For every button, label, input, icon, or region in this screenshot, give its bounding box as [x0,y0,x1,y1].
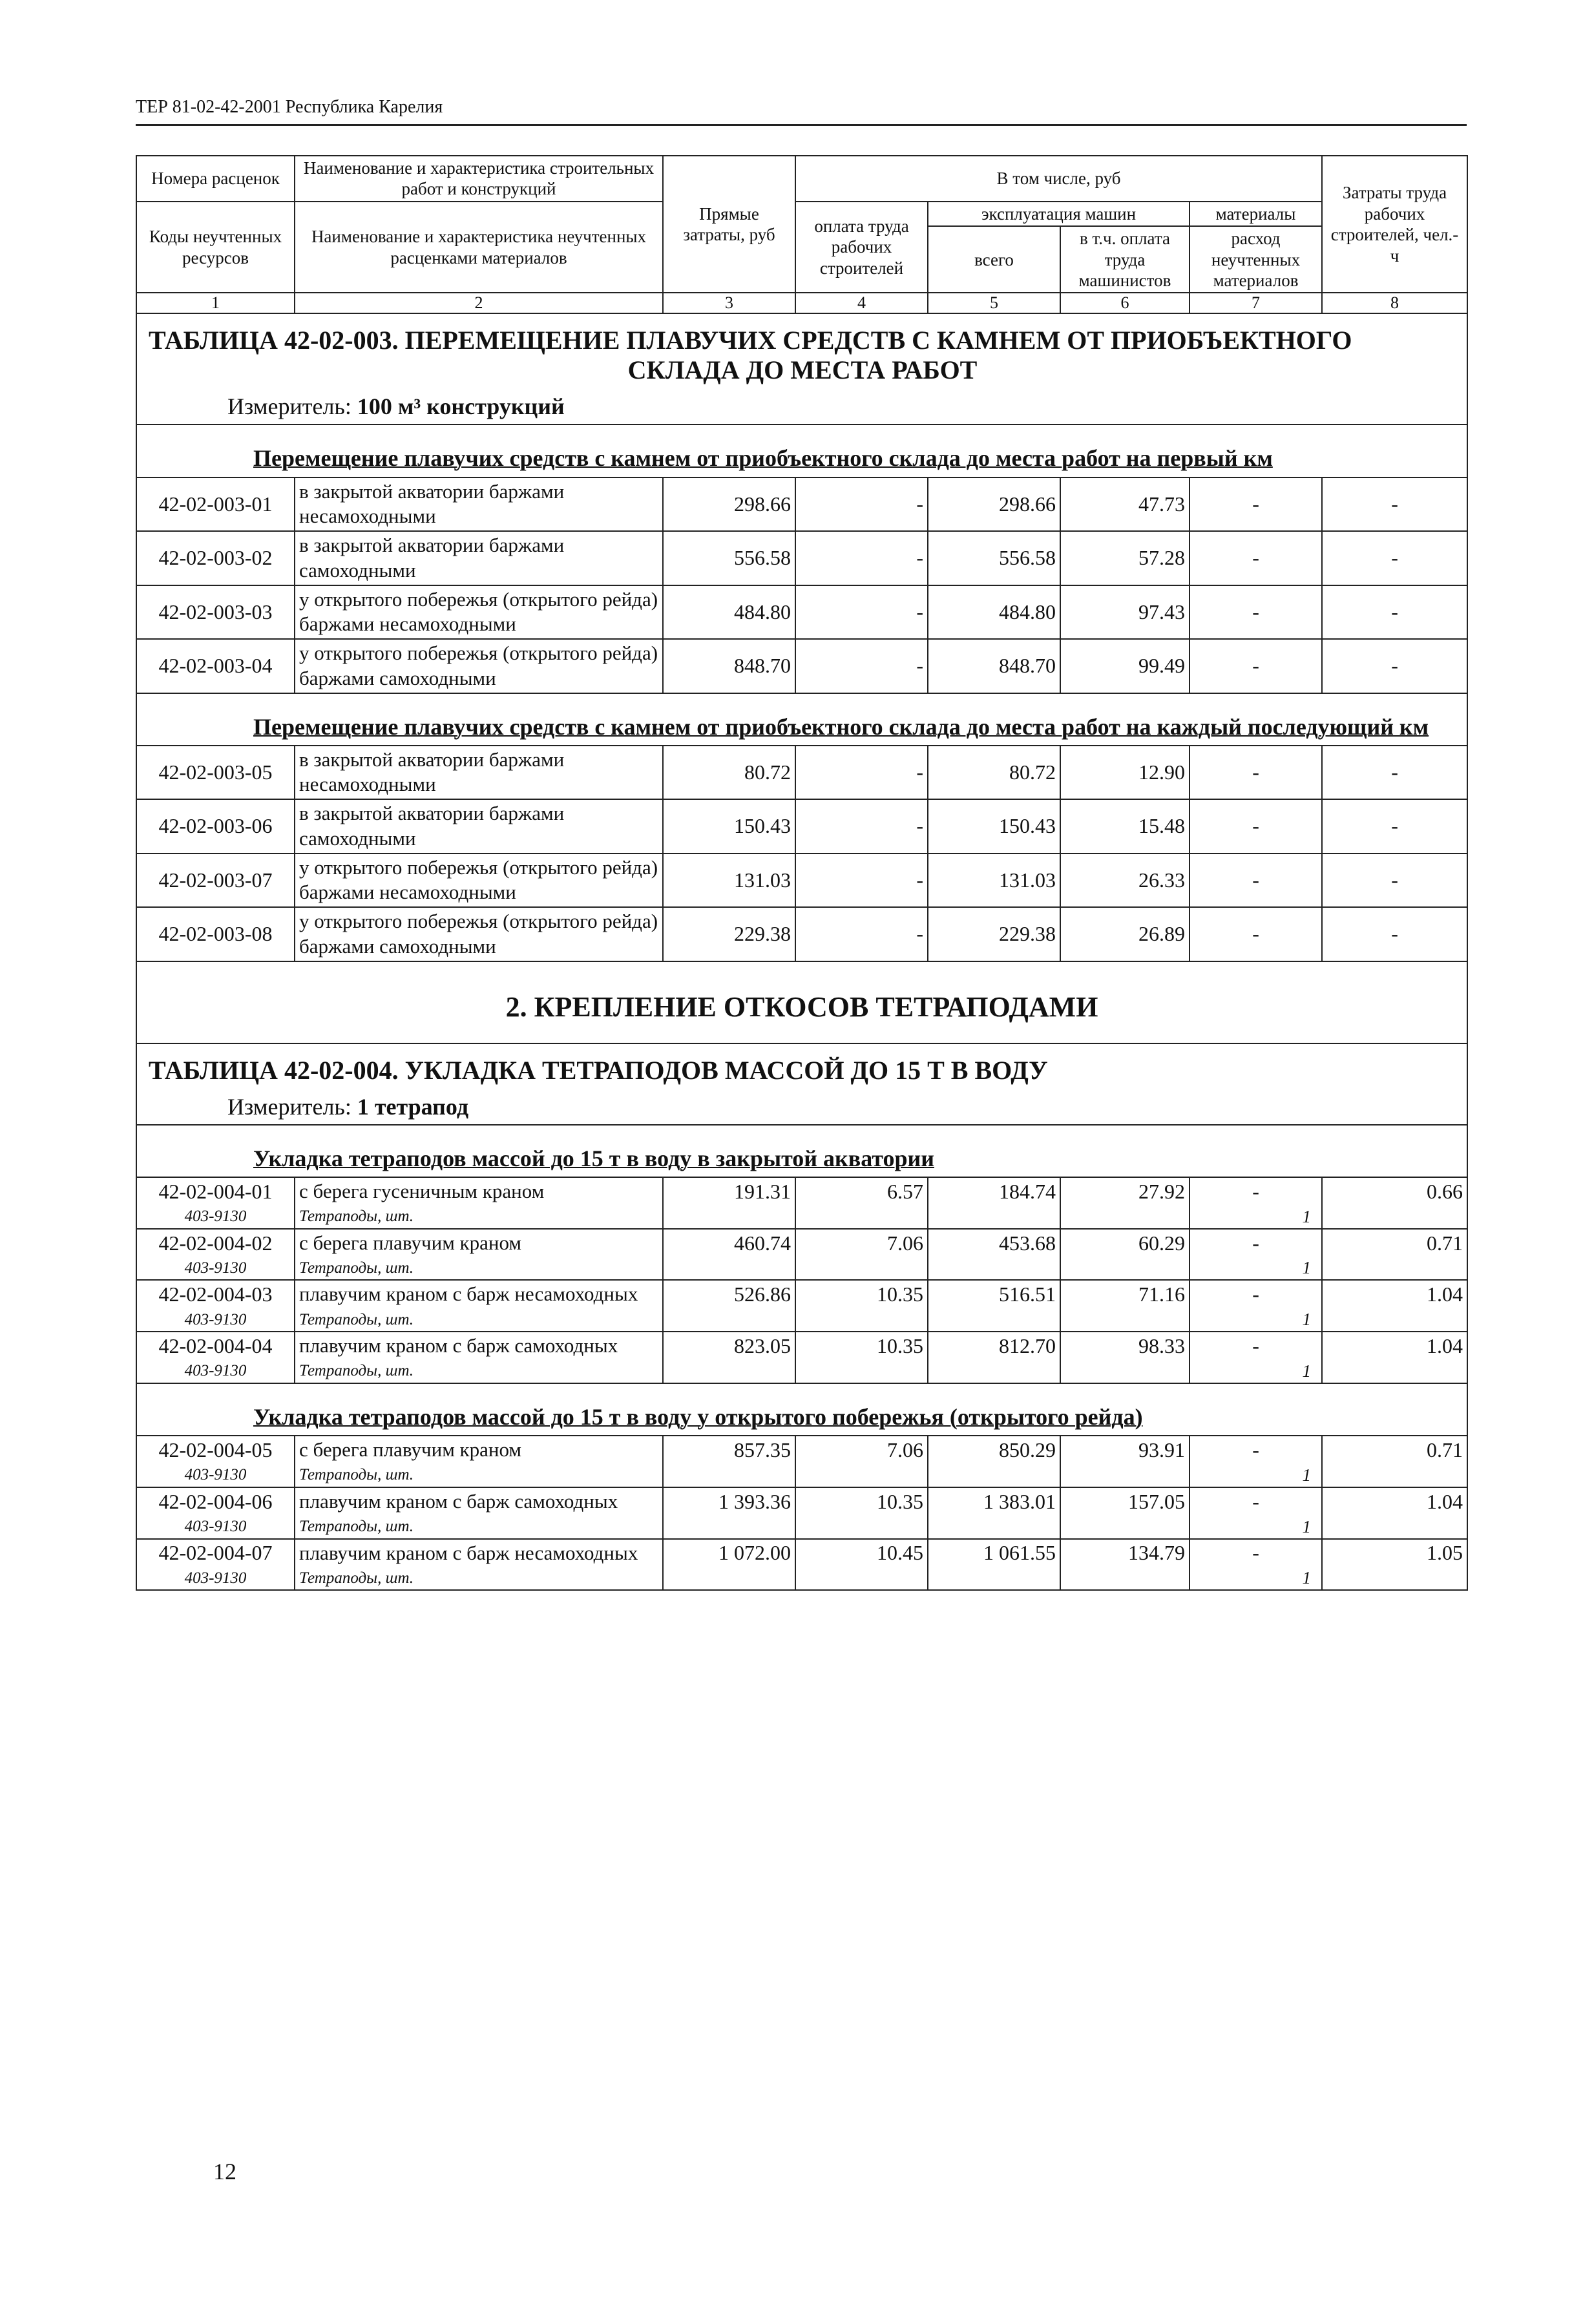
material-name: Тетраподы, шт. [295,1464,663,1487]
value-c7: - [1189,746,1322,800]
material-row [136,1257,1467,1280]
value-c3: 460.74 [663,1229,795,1257]
empty-cell [1322,1257,1467,1280]
value-c7: - [1189,1332,1322,1360]
value-c6: 15.48 [1060,799,1189,853]
value-c8: 0.66 [1322,1177,1467,1206]
material-name: Тетраподы, шт. [295,1257,663,1280]
empty-cell [1060,1206,1189,1229]
value-c4: - [795,907,928,961]
empty-cell [928,1257,1060,1280]
work-name: с берега плавучим краном [295,1436,663,1464]
material-name: Тетраподы, шт. [295,1516,663,1539]
table-row [136,1177,1467,1206]
rate-code: 42-02-003-07 [136,853,295,908]
value-c4: 10.45 [795,1539,928,1567]
resource-code: 403-9130 [136,1206,295,1229]
material-quantity: 1 [1189,1360,1322,1383]
value-c8: - [1322,585,1467,640]
value-c5: 80.72 [928,746,1060,800]
value-c5: 850.29 [928,1436,1060,1464]
value-c4: 7.06 [795,1436,928,1464]
value-c3: 526.86 [663,1280,795,1308]
rate-code: 42-02-003-04 [136,639,295,693]
table-row [136,1539,1467,1567]
value-c6: 26.33 [1060,853,1189,908]
value-c7: - [1189,531,1322,585]
value-c7: - [1189,1177,1322,1206]
resource-code: 403-9130 [136,1257,295,1280]
empty-cell [663,1308,795,1332]
work-name: плавучим краном с барж несамоходных [295,1539,663,1567]
material-quantity: 1 [1189,1206,1322,1229]
empty-cell [1322,1308,1467,1332]
table-title [136,313,1467,389]
measure-label: Измеритель: [227,393,357,420]
header-labor-costs: Затраты труда рабочих строителей, чел.-ч [1322,156,1467,293]
rate-code: 42-02-004-06 [136,1487,295,1516]
material-name: Тетраподы, шт. [295,1567,663,1590]
section-heading: Укладка тетраподов массой до 15 т в воду у открытого побережья (открытого рейда) [136,1383,1467,1436]
value-c4: 10.35 [795,1280,928,1308]
value-c5: 1 383.01 [928,1487,1060,1516]
table-row [136,1332,1467,1360]
empty-cell [1060,1360,1189,1383]
empty-cell [663,1516,795,1539]
value-c6: 98.33 [1060,1332,1189,1360]
work-name: у открытого побережья (открытого рейда) баржами самоходными [295,907,663,961]
empty-cell [795,1360,928,1383]
table-header [136,156,1467,313]
section-heading: Перемещение плавучих средств с камнем от приобъектного склада до места работ на первый км [136,424,1467,477]
column-number: 7 [1189,293,1322,313]
material-quantity: 1 [1189,1308,1322,1332]
value-c7: - [1189,1487,1322,1516]
page-number: 12 [213,2159,236,2184]
value-c4: 7.06 [795,1229,928,1257]
value-c8: - [1322,907,1467,961]
value-c4: 10.35 [795,1487,928,1516]
material-quantity: 1 [1189,1464,1322,1487]
empty-cell [1322,1360,1467,1383]
value-c8: 1.04 [1322,1280,1467,1308]
value-c3: 229.38 [663,907,795,961]
column-number: 2 [295,293,663,313]
measure-value: 1 тетрапод [357,1093,469,1120]
value-c6: 97.43 [1060,585,1189,640]
empty-cell [1322,1567,1467,1590]
value-c4: - [795,639,928,693]
value-c4: - [795,585,928,640]
empty-cell [795,1516,928,1539]
section-heading: Перемещение плавучих средств с камнем от приобъектного склада до места работ на каждый последующий км [136,693,1467,746]
rate-code: 42-02-004-05 [136,1436,295,1464]
empty-cell [663,1257,795,1280]
table-row [136,531,1467,585]
header-resource-codes: Коды неучтенных ресурсов [136,202,295,293]
rate-code: 42-02-004-01 [136,1177,295,1206]
material-name: Тетраподы, шт. [295,1206,663,1229]
header-material-name: Наименование и характеристика неучтенных расценками материалов [295,202,663,293]
value-c5: 150.43 [928,799,1060,853]
title-line-1: ТАБЛИЦА 42-02-003. ПЕРЕМЕЩЕНИЕ ПЛАВУЧИХ СРЕДСТВ С КАМНЕМ ОТ ПРИОБЪЕКТНОГО [149,326,1352,355]
table-title: ТАБЛИЦА 42-02-004. УКЛАДКА ТЕТРАПОДОВ МАССОЙ ДО 15 Т В ВОДУ [136,1043,1467,1089]
column-number: 3 [663,293,795,313]
value-c6: 47.73 [1060,477,1189,532]
value-c8: 1.04 [1322,1332,1467,1360]
value-c3: 484.80 [663,585,795,640]
value-c7: - [1189,1280,1322,1308]
value-c4: - [795,531,928,585]
header-worker-pay: оплата труда рабочих строителей [795,202,928,293]
title-line-2: СКЛАДА ДО МЕСТА РАБОТ [627,355,978,385]
work-name: с берега плавучим краном [295,1229,663,1257]
resource-code: 403-9130 [136,1516,295,1539]
empty-cell [928,1206,1060,1229]
value-c3: 848.70 [663,639,795,693]
material-name: Тетраподы, шт. [295,1360,663,1383]
value-c4: - [795,477,928,532]
header-materials: материалы [1189,202,1322,226]
value-c6: 93.91 [1060,1436,1189,1464]
value-c3: 150.43 [663,799,795,853]
rate-code: 42-02-003-06 [136,799,295,853]
work-name: в закрытой акватории баржами несамоходными [295,746,663,800]
value-c8: - [1322,799,1467,853]
value-c6: 99.49 [1060,639,1189,693]
header-machine-operation: эксплуатация машин [928,202,1189,226]
value-c7: - [1189,639,1322,693]
value-c7: - [1189,1229,1322,1257]
material-quantity: 1 [1189,1567,1322,1590]
value-c6: 27.92 [1060,1177,1189,1206]
empty-cell [1322,1206,1467,1229]
column-number: 5 [928,293,1060,313]
table-row [136,639,1467,693]
value-c3: 857.35 [663,1436,795,1464]
value-c5: 229.38 [928,907,1060,961]
rates-table [136,155,1468,1591]
header-direct-costs: Прямые затраты, руб [663,156,795,293]
value-c3: 191.31 [663,1177,795,1206]
table-row [136,799,1467,853]
empty-cell [663,1360,795,1383]
work-name: у открытого побережья (открытого рейда) баржами несамоходными [295,585,663,640]
rate-code: 42-02-003-05 [136,746,295,800]
rates-table-container [136,155,1467,1591]
work-name: в закрытой акватории баржами несамоходными [295,477,663,532]
value-c5: 516.51 [928,1280,1060,1308]
empty-cell [795,1464,928,1487]
work-name: в закрытой акватории баржами самоходными [295,531,663,585]
value-c3: 1 393.36 [663,1487,795,1516]
rate-code: 42-02-004-07 [136,1539,295,1567]
empty-cell [928,1308,1060,1332]
work-name: плавучим краном с барж несамоходных [295,1280,663,1308]
work-name: с берега гусеничным краном [295,1177,663,1206]
empty-cell [1060,1516,1189,1539]
empty-cell [928,1516,1060,1539]
empty-cell [928,1464,1060,1487]
value-c5: 131.03 [928,853,1060,908]
measure-row [136,389,1467,424]
empty-cell [1322,1516,1467,1539]
value-c8: - [1322,853,1467,908]
value-c4: - [795,853,928,908]
value-c8: - [1322,746,1467,800]
table-row [136,1229,1467,1257]
header-rate-numbers: Номера расценок [136,156,295,202]
rate-code: 42-02-004-04 [136,1332,295,1360]
value-c5: 484.80 [928,585,1060,640]
resource-code: 403-9130 [136,1360,295,1383]
value-c8: 1.04 [1322,1487,1467,1516]
empty-cell [1322,1464,1467,1487]
empty-cell [663,1464,795,1487]
value-c6: 12.90 [1060,746,1189,800]
value-c3: 298.66 [663,477,795,532]
value-c8: - [1322,639,1467,693]
table-row [136,907,1467,961]
work-name: в закрытой акватории баржами самоходными [295,799,663,853]
value-c3: 556.58 [663,531,795,585]
value-c7: - [1189,1436,1322,1464]
empty-cell [795,1308,928,1332]
value-c8: - [1322,531,1467,585]
measure-value: 100 м³ конструкций [357,393,565,420]
header-rule [136,124,1467,126]
work-name: плавучим краном с барж самоходных [295,1487,663,1516]
header-machines-total: всего [928,226,1060,293]
column-number: 4 [795,293,928,313]
table-row [136,853,1467,908]
empty-cell [663,1567,795,1590]
material-quantity: 1 [1189,1257,1322,1280]
material-row [136,1567,1467,1590]
empty-cell [663,1206,795,1229]
resource-code: 403-9130 [136,1567,295,1590]
table-body [136,313,1467,1590]
value-c5: 298.66 [928,477,1060,532]
rate-code: 42-02-003-08 [136,907,295,961]
empty-cell [928,1360,1060,1383]
value-c7: - [1189,853,1322,908]
value-c5: 556.58 [928,531,1060,585]
value-c4: 6.57 [795,1177,928,1206]
value-c3: 1 072.00 [663,1539,795,1567]
value-c5: 848.70 [928,639,1060,693]
value-c4: - [795,799,928,853]
value-c5: 1 061.55 [928,1539,1060,1567]
empty-cell [795,1257,928,1280]
value-c8: 0.71 [1322,1436,1467,1464]
resource-code: 403-9130 [136,1308,295,1332]
material-quantity: 1 [1189,1516,1322,1539]
work-name: у открытого побережья (открытого рейда) баржами несамоходными [295,853,663,908]
work-name: у открытого побережья (открытого рейда) баржами самоходными [295,639,663,693]
table-row [136,1487,1467,1516]
rate-code: 42-02-003-02 [136,531,295,585]
table-row [136,1280,1467,1308]
table-row [136,585,1467,640]
measure-row [136,1089,1467,1125]
material-row [136,1308,1467,1332]
table-row [136,1436,1467,1464]
column-number: 6 [1060,293,1189,313]
value-c7: - [1189,477,1322,532]
value-c6: 134.79 [1060,1539,1189,1567]
header-work-name: Наименование и характеристика строительных работ и конструкций [295,156,663,202]
value-c3: 80.72 [663,746,795,800]
value-c6: 71.16 [1060,1280,1189,1308]
empty-cell [1060,1464,1189,1487]
empty-cell [795,1567,928,1590]
rate-code: 42-02-003-01 [136,477,295,532]
empty-cell [1060,1308,1189,1332]
value-c5: 453.68 [928,1229,1060,1257]
table-row [136,477,1467,532]
value-c6: 157.05 [1060,1487,1189,1516]
value-c5: 812.70 [928,1332,1060,1360]
material-row [136,1360,1467,1383]
value-c6: 57.28 [1060,531,1189,585]
value-c8: - [1322,477,1467,532]
value-c4: 10.35 [795,1332,928,1360]
value-c5: 184.74 [928,1177,1060,1206]
document-header: ТЕР 81-02-42-2001 Республика Карелия [136,97,443,117]
material-row [136,1206,1467,1229]
value-c8: 1.05 [1322,1539,1467,1567]
resource-code: 403-9130 [136,1464,295,1487]
work-name: плавучим краном с барж самоходных [295,1332,663,1360]
measure-label: Измеритель: [227,1093,357,1120]
value-c7: - [1189,907,1322,961]
value-c7: - [1189,585,1322,640]
value-c8: 0.71 [1322,1229,1467,1257]
value-c3: 823.05 [663,1332,795,1360]
header-including: В том числе, руб [795,156,1322,202]
section-heading: Укладка тетраподов массой до 15 т в воду в закрытой акватории [136,1125,1467,1177]
empty-cell [1060,1567,1189,1590]
value-c4: - [795,746,928,800]
value-c6: 60.29 [1060,1229,1189,1257]
rate-code: 42-02-004-02 [136,1229,295,1257]
rate-code: 42-02-004-03 [136,1280,295,1308]
empty-cell [928,1567,1060,1590]
table-row [136,746,1467,800]
rate-code: 42-02-003-03 [136,585,295,640]
value-c7: - [1189,1539,1322,1567]
value-c7: - [1189,799,1322,853]
column-numbers-row [136,293,1467,313]
material-row [136,1516,1467,1539]
column-number: 1 [136,293,295,313]
value-c3: 131.03 [663,853,795,908]
header-material-consumption: расход неучтенных материалов [1189,226,1322,293]
part-heading: 2. КРЕПЛЕНИЕ ОТКОСОВ ТЕТРАПОДАМИ [136,961,1467,1043]
empty-cell [795,1206,928,1229]
empty-cell [1060,1257,1189,1280]
material-name: Тетраподы, шт. [295,1308,663,1332]
material-row [136,1464,1467,1487]
header-operator-pay: в т.ч. оплата труда машинистов [1060,226,1189,293]
value-c6: 26.89 [1060,907,1189,961]
column-number: 8 [1322,293,1467,313]
